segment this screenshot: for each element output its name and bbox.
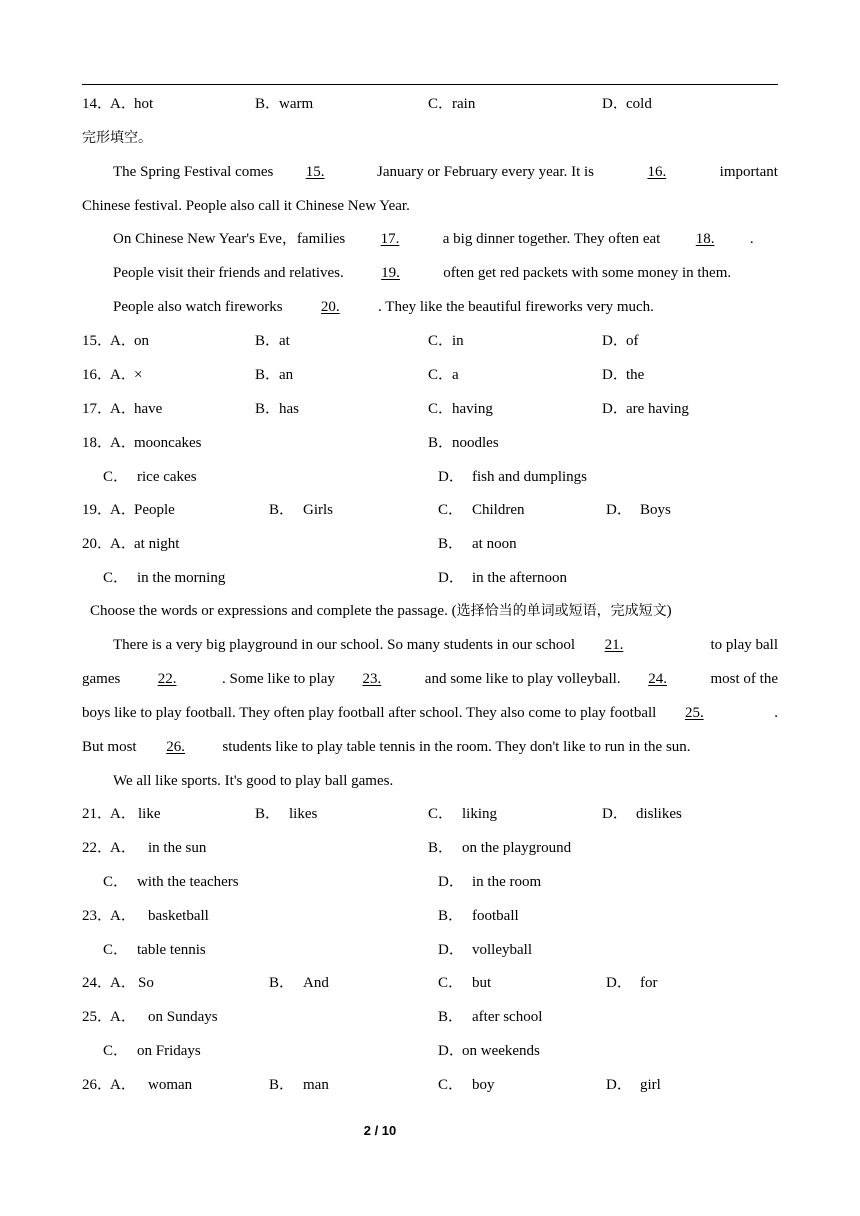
question-number: 21．	[82, 806, 113, 822]
option-c[interactable]: C．rain	[428, 96, 476, 112]
question-number: 17．	[82, 401, 113, 417]
option-d[interactable]: D． in the afternoon	[438, 570, 567, 586]
blank-20: 20.	[320, 299, 340, 315]
option-b[interactable]: B．noodles	[428, 435, 499, 451]
header-rule	[82, 84, 778, 85]
option-a[interactable]: A． on Sundays	[110, 1009, 218, 1025]
page-number: 2 / 10	[363, 1123, 397, 1138]
blank-18: 18.	[695, 231, 715, 247]
blank-25: 25.	[684, 705, 704, 721]
passage2-line5: We all like sports. It's good to play ball games.	[113, 773, 394, 789]
question-number: 14．	[82, 96, 113, 112]
option-d[interactable]: D． girl	[606, 1077, 661, 1093]
option-c[interactable]: C． Children	[438, 502, 525, 518]
question-number: 26．	[82, 1077, 113, 1093]
option-c[interactable]: C．in	[428, 333, 464, 349]
option-a[interactable]: A．×	[110, 367, 143, 383]
question-number: 25．	[82, 1009, 113, 1025]
option-a[interactable]: A． woman	[110, 1077, 193, 1093]
passage1-line4: People visit their friends and relatives. 19. often get red packets with some money in them.	[113, 265, 732, 281]
passage1-line3: On Chinese New Year's Eve，families 17. a big dinner together. They often eat 18. .	[113, 231, 754, 247]
blank-21: 21.	[604, 637, 624, 653]
passage2-line4: But most 26. students like to play table tennis in the room. They don't like to run in the sun.	[82, 739, 691, 755]
passage1-line5: People also watch fireworks 20. . They like the beautiful fireworks very much.	[113, 299, 654, 315]
option-c[interactable]: C． boy	[438, 1077, 495, 1093]
option-a[interactable]: A．mooncakes	[110, 435, 202, 451]
option-b[interactable]: B． And	[269, 975, 329, 991]
option-b[interactable]: B．warm	[255, 96, 314, 112]
option-c[interactable]: C． liking	[428, 806, 498, 822]
blank-24: 24.	[648, 671, 667, 687]
option-d[interactable]: D． volleyball	[438, 942, 532, 958]
option-b[interactable]: B． on the playground	[428, 840, 572, 856]
passage2-line1: There is a very big playground in our school. So many students in our school 21. to play ball	[113, 637, 778, 653]
option-c[interactable]: C．having	[428, 401, 493, 417]
option-d[interactable]: D． for	[606, 975, 658, 991]
option-b[interactable]: B．has	[255, 401, 299, 417]
option-d[interactable]: D．cold	[602, 96, 652, 112]
passage1-line1: The Spring Festival comes 15. January or February every year. It is 16. important	[113, 164, 778, 180]
option-a[interactable]: A．at night	[110, 536, 180, 552]
blank-16: 16.	[647, 164, 667, 180]
option-b[interactable]: B．an	[255, 367, 294, 383]
option-d[interactable]: D．of	[602, 333, 639, 349]
blank-17: 17.	[380, 231, 400, 247]
blank-26: 26.	[166, 739, 185, 755]
passage1-line2: Chinese festival. People also call it Chinese New Year.	[82, 198, 410, 214]
option-a[interactable]: A． in the sun	[110, 840, 207, 856]
option-d[interactable]: D． in the room	[438, 874, 542, 890]
question-number: 22．	[82, 840, 113, 856]
option-d[interactable]: D． Boys	[606, 502, 671, 518]
option-c[interactable]: C． rice cakes	[103, 469, 197, 485]
question-number: 15．	[82, 333, 113, 349]
option-a[interactable]: A． basketball	[110, 908, 209, 924]
passage2-line3: boys like to play football. They often play football after school. They also come to play football 25. .	[82, 705, 778, 721]
blank-19: 19.	[381, 265, 400, 281]
option-c[interactable]: C． table tennis	[103, 942, 206, 958]
option-b[interactable]: B． Girls	[269, 502, 333, 518]
option-a[interactable]: A．People	[110, 502, 175, 518]
option-b[interactable]: B． likes	[255, 806, 318, 822]
option-d[interactable]: D．the	[602, 367, 645, 383]
option-a[interactable]: A． So	[110, 975, 154, 991]
option-c[interactable]: C．a	[428, 367, 459, 383]
option-a[interactable]: A．on	[110, 333, 149, 349]
option-a[interactable]: A．hot	[110, 96, 154, 112]
option-d[interactable]: D．are having	[602, 401, 689, 417]
blank-22: 22.	[157, 671, 177, 687]
blank-15: 15.	[305, 164, 325, 180]
question-number: 16．	[82, 367, 113, 383]
blank-23: 23.	[362, 671, 382, 687]
option-d[interactable]: D． dislikes	[602, 806, 682, 822]
option-c[interactable]: C． but	[438, 975, 492, 991]
option-d[interactable]: D．on weekends	[438, 1043, 540, 1059]
option-d[interactable]: D． fish and dumplings	[438, 469, 587, 485]
option-c[interactable]: C． with the teachers	[103, 874, 239, 890]
option-a[interactable]: A．have	[110, 401, 163, 417]
section-title-choose: Choose the words or expressions and complete the passage. (选择恰当的单词或短语，完成短文)	[90, 603, 672, 619]
question-number: 24．	[82, 975, 113, 991]
section-title-cloze: 完形填空。	[82, 130, 152, 146]
question-number: 19．	[82, 502, 113, 518]
option-b[interactable]: B．at	[255, 333, 290, 349]
question-number: 18．	[82, 435, 113, 451]
question-number: 23．	[82, 908, 113, 924]
option-b[interactable]: B． at noon	[438, 536, 517, 552]
option-c[interactable]: C． on Fridays	[103, 1043, 201, 1059]
question-number: 20．	[82, 536, 113, 552]
option-b[interactable]: B． man	[269, 1077, 329, 1093]
option-a[interactable]: A． like	[110, 806, 161, 822]
option-c[interactable]: C． in the morning	[103, 570, 226, 586]
option-b[interactable]: B． football	[438, 908, 519, 924]
option-b[interactable]: B． after school	[438, 1009, 543, 1025]
passage2-line2: games 22. . Some like to play 23. and some like to play volleyball. 24. most of the	[82, 671, 778, 687]
